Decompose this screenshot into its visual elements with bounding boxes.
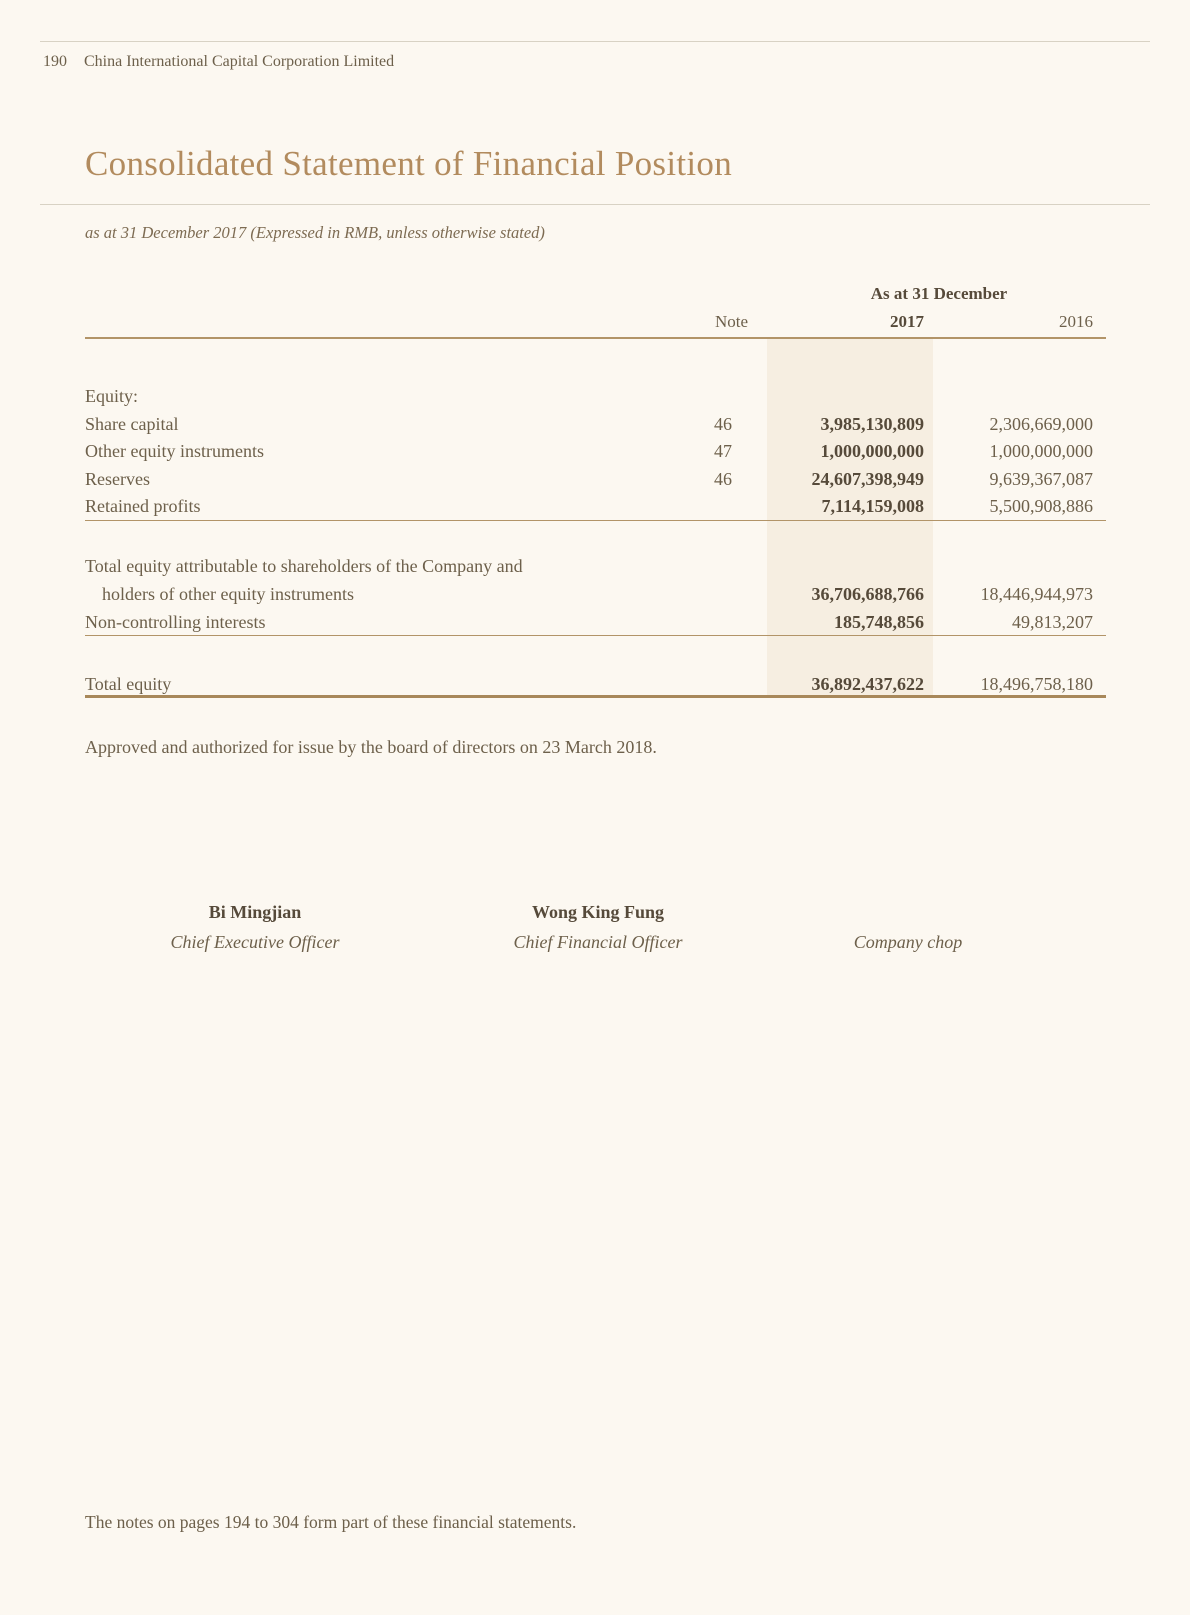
signatory-name: Bi Mingjian bbox=[208, 902, 302, 922]
row-note bbox=[652, 385, 732, 407]
row-label: Total equity attributable to shareholders of the Company and bbox=[85, 556, 523, 576]
header-rule bbox=[40, 41, 1150, 42]
table-row-other-equity-instruments bbox=[85, 440, 1106, 462]
signatory-name: Wong King Fung bbox=[531, 902, 665, 922]
row-value-2017 bbox=[732, 555, 924, 577]
signatory-title: Chief Executive Officer bbox=[170, 932, 340, 952]
row-value-2017: 3,985,130,809 bbox=[820, 414, 924, 434]
table-row-total-attributable-line2 bbox=[85, 583, 1106, 605]
company-chop-area bbox=[778, 901, 1038, 953]
footer-note: The notes on pages 194 to 304 form part of these financial statements. bbox=[85, 1512, 577, 1532]
table-row-non-controlling-interests bbox=[85, 611, 1106, 633]
row-value-2017: 36,706,688,766 bbox=[811, 584, 924, 604]
row-note: 47 bbox=[714, 441, 732, 461]
row-value-2016: 18,496,758,180 bbox=[980, 674, 1093, 694]
table-row-retained-profits bbox=[85, 495, 1106, 517]
row-label: Total equity bbox=[85, 674, 172, 694]
page-subtitle: as at 31 December 2017 (Expressed in RMB, unless otherwise stated) bbox=[85, 223, 545, 242]
signatory-cfo bbox=[468, 901, 728, 953]
row-value-2017: 7,114,159,008 bbox=[821, 496, 924, 516]
row-label: holders of other equity instruments bbox=[102, 584, 354, 604]
row-value-2016: 5,500,908,886 bbox=[989, 496, 1093, 516]
column-header-note: Note bbox=[714, 312, 748, 331]
row-value-2017: 185,748,856 bbox=[834, 612, 924, 632]
table-row-equity-heading bbox=[85, 385, 1106, 407]
row-label: Non-controlling interests bbox=[85, 612, 266, 632]
row-value-2017: 24,607,398,949 bbox=[811, 469, 924, 489]
row-note bbox=[652, 611, 732, 633]
column-header-2016: 2016 bbox=[1059, 312, 1093, 331]
signatory-ceo bbox=[125, 901, 385, 953]
row-note: 46 bbox=[714, 469, 732, 489]
page-number: 190 bbox=[43, 53, 67, 70]
column-group-header: As at 31 December bbox=[870, 284, 1008, 303]
row-note bbox=[652, 555, 732, 577]
table-row-total-equity bbox=[85, 673, 1106, 695]
row-label: Retained profits bbox=[85, 496, 201, 516]
table-total-rule bbox=[85, 695, 1106, 698]
signatory-title: Chief Financial Officer bbox=[513, 932, 683, 952]
row-value-2017 bbox=[732, 385, 924, 407]
row-value-2016: 9,639,367,087 bbox=[989, 469, 1093, 489]
row-label: Share capital bbox=[85, 414, 179, 434]
row-note bbox=[652, 495, 732, 517]
row-label: Reserves bbox=[85, 469, 150, 489]
row-note bbox=[652, 583, 732, 605]
row-value-2016: 18,446,944,973 bbox=[980, 584, 1093, 604]
table-row-total-attributable-line1 bbox=[85, 555, 1106, 577]
row-value-2016 bbox=[924, 555, 1093, 577]
table-section-rule bbox=[85, 520, 1106, 521]
page-title: Consolidated Statement of Financial Position bbox=[85, 144, 733, 183]
table-row-share-capital bbox=[85, 413, 1106, 435]
title-rule bbox=[40, 204, 1150, 205]
company-name: China International Capital Corporation Limited bbox=[84, 53, 395, 70]
row-note bbox=[652, 673, 732, 695]
row-value-2016: 49,813,207 bbox=[1012, 612, 1093, 632]
row-value-2016: 2,306,669,000 bbox=[989, 414, 1093, 434]
table-header-rule bbox=[85, 337, 1106, 339]
row-label: Other equity instruments bbox=[85, 441, 264, 461]
table-section-rule bbox=[85, 635, 1106, 636]
company-chop-label: Company chop bbox=[853, 932, 963, 952]
column-header-2017: 2017 bbox=[890, 312, 924, 331]
equity-table bbox=[85, 280, 1106, 700]
row-value-2017: 36,892,437,622 bbox=[811, 674, 924, 694]
row-label: Equity: bbox=[85, 386, 138, 406]
table-row-reserves bbox=[85, 468, 1106, 490]
row-value-2016: 1,000,000,000 bbox=[989, 441, 1093, 461]
row-value-2017: 1,000,000,000 bbox=[820, 441, 924, 461]
row-value-2016 bbox=[924, 385, 1093, 407]
row-note: 46 bbox=[714, 414, 732, 434]
approval-note: Approved and authorized for issue by the board of directors on 23 March 2018. bbox=[85, 737, 657, 757]
